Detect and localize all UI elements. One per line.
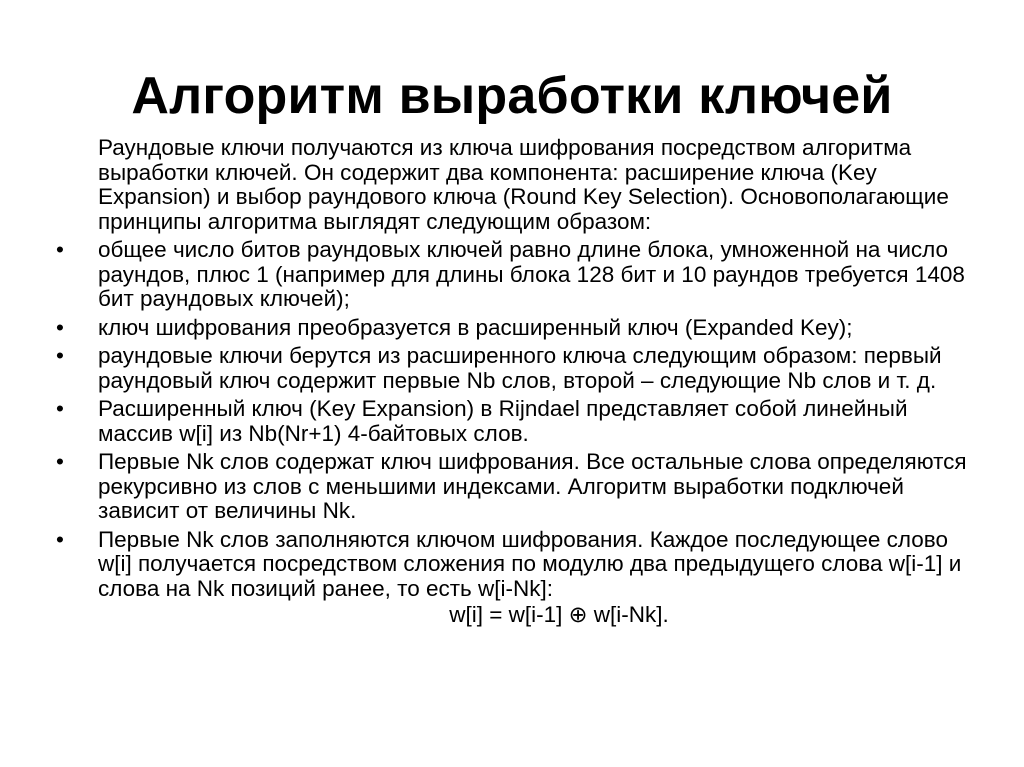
formula: w[i] = w[i-1] ⊕ w[i-Nk]. [449, 602, 669, 627]
list-item [50, 316, 972, 341]
slide-content [50, 136, 972, 632]
list-item [50, 397, 972, 446]
list-item [50, 238, 972, 312]
list-item-text: Расширенный ключ (Key Expansion) в Rijndael представляет собой линейный массив w[i] из Nb(Nr+1) 4-байтовых слов. [98, 396, 908, 446]
list-item [50, 528, 972, 628]
bullet-icon: • [56, 314, 64, 340]
bullet-icon: • [56, 343, 64, 368]
list-item-text: раундовые ключи берутся из расширенного ключа следующим образом: первый раундовый ключ содержит первые Nb слов, второй – следующие Nb слов и т. д. [98, 343, 942, 393]
list-item-text: Первые Nk слов содержат ключ шифрования. Все остальные слова определяются рекурсивно из слов с меньшими индексами. Алгоритм выработки подключей зависит от величины Nk. [98, 449, 967, 523]
bullet-icon: • [56, 396, 64, 421]
list-item [50, 450, 972, 524]
list-item [50, 344, 972, 393]
list-item-text: общее число битов раундовых ключей равно длине блока, умноженной на число раундов, плюс 1 (например для длины блока 128 бит и 10 раундов требуется 1408 бит раундовых ключей); [98, 237, 965, 311]
list-item-text: Первые Nk слов заполняются ключом шифрования. Каждое последующее слово w[i] получается посредством сложения по модулю два предыдущего слова w[i-1] и слова на Nk позиций ранее, то есть w[i-Nk]: [98, 526, 962, 601]
intro-paragraph: Раундовые ключи получаются из ключа шифрования посредством алгоритма выработки ключей. Он содержит два компонента: расширение ключа (Key Expansion) и выбор раундового ключа (Round Key Selection). Основополагающие принципы алгоритма выглядят следующим образом: [98, 135, 949, 234]
bullet-icon: • [56, 237, 64, 262]
bullet-icon: • [56, 449, 64, 474]
bullet-list [50, 238, 972, 628]
slide-title: Алгоритм выработки ключей [131, 67, 893, 125]
bullet-icon: • [56, 526, 64, 552]
list-item-text: ключ шифрования преобразуется в расширенный ключ (Expanded Key); [98, 314, 853, 340]
